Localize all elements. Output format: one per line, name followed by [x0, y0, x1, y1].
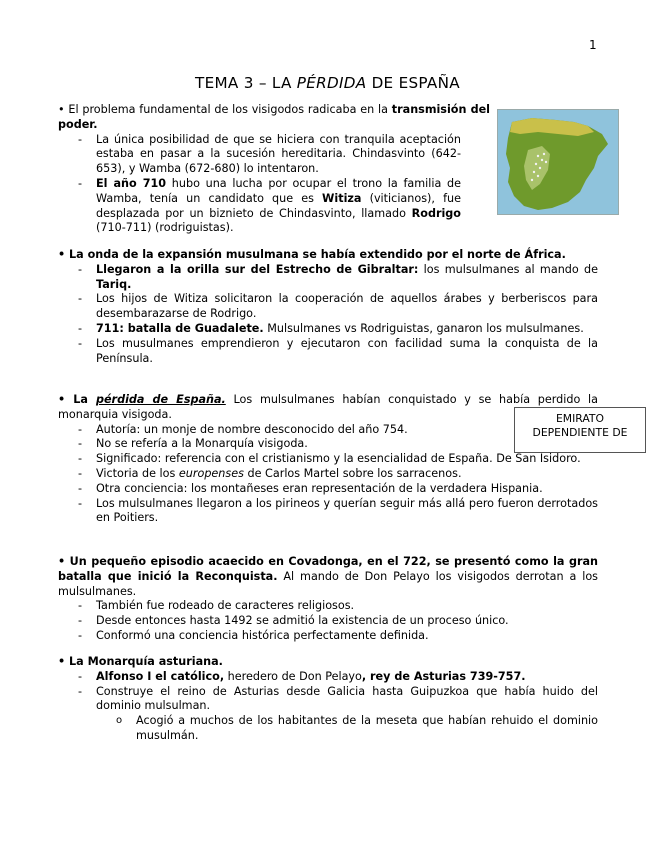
section-4-list [58, 599, 598, 643]
list-item: - La única posibilidad de que se hiciera con tranquila aceptación estaba en pasar a la sucesión hereditaria. Chindasvinto (642-653), y Wamba (672-680) lo intentaron. [58, 133, 461, 177]
list-item: - Significado: referencia con el cristianismo y la esencialidad de España. De San Isidoro. [58, 452, 598, 467]
page-title [0, 76, 655, 91]
section-5-heading: • La Monarquía asturiana. [58, 655, 223, 668]
section-1-intro: • El problema fundamental de los visigodos radicaba en la transmisión del poder. [58, 103, 491, 131]
callout-line-2: DEPENDIENTE DE [532, 426, 628, 439]
list-item: - Llegaron a la orilla sur del Estrecho de Gibraltar: los mulsulmanes al mando de Tariq. [58, 263, 598, 293]
section-2-heading: • La onda de la expansión musulmana se había extendido por el norte de África. [58, 248, 566, 261]
section-3-intro: • La pérdida de España. Los mulsulmanes habían conquistado y se había perdido la monarquia visigoda. [58, 393, 598, 421]
list-item: - Los musulmanes emprendieron y ejecutaron con facilidad suma la conquista de la Península. [58, 337, 598, 367]
section-transmision-poder [58, 103, 598, 236]
list-item: - Conformó una conciencia histórica perfectamente definida. [58, 629, 598, 644]
title-prefix: TEMA 3 – LA [195, 74, 297, 92]
list-item: - No se refería a la Monarquía visigoda. [58, 437, 598, 452]
section-1-list [58, 133, 598, 237]
page-number: 1 [589, 38, 597, 52]
list-item: - Los mulsulmanes llegaron a los pirineos y querían seguir más allá pero fueron derrotados en Poitiers. [58, 497, 598, 527]
list-item: - Construye el reino de Asturias desde Galicia hasta Guipuzkoa que había huido del dominio mulsulman. [58, 685, 598, 715]
list-item: - El año 710 hubo una lucha por ocupar el trono la familia de Wamba, tenía un candidato que es Witiza (viticianos), fue desplazada por un biznieto de Chindasvinto, llamado Rodrigo (710-711) (rodriguistas). [58, 177, 461, 236]
list-item: - Autoría: un monje de nombre desconocido del año 754. [58, 423, 598, 438]
list-item: - Victoria de los europenses de Carlos Martel sobre los sarracenos. [58, 467, 598, 482]
list-item: - Otra conciencia: los montañeses eran representación de la verdadera Hispania. [58, 482, 598, 497]
list-item: - También fue rodeado de caracteres religiosos. [58, 599, 598, 614]
section-4-intro: • Un pequeño episodio acaecido en Covadonga, en el 722, se presentó como la gran batalla que inició la Reconquista. Al mando de Don Pelayo los visigodos derrotan a los mulsulmanes. [58, 555, 599, 598]
title-italic: PÉRDIDA [296, 74, 367, 92]
callout-line-1: EMIRATO [555, 412, 605, 425]
section-covadonga [58, 555, 598, 644]
list-item: - Alfonso I el católico, heredero de Don Pelayo, rey de Asturias 739-757. [58, 670, 598, 685]
section-expansion-musulmana [58, 248, 598, 366]
section-monarquia-asturiana [58, 655, 598, 744]
list-item: - Los hijos de Witiza solicitaron la cooperación de aquellos árabes y berberiscos para desembarazarse de Rodrigo. [58, 292, 598, 322]
section-5-sublist [58, 714, 598, 744]
section-perdida-espana [58, 393, 598, 526]
section-5-list [58, 670, 598, 714]
section-3-list [58, 423, 598, 527]
list-item: - 711: batalla de Guadalete. Mulsulmanes vs Rodriguistas, ganaron los mulsulmanes. [58, 322, 598, 337]
title-suffix: DE ESPAÑA [366, 74, 460, 92]
section-2-list [58, 263, 598, 367]
list-item: - Desde entonces hasta 1492 se admitió la existencia de un proceso único. [58, 614, 598, 629]
list-subitem: o Acogió a muchos de los habitantes de la meseta que habían rehuido el dominio musulmán. [58, 714, 598, 744]
